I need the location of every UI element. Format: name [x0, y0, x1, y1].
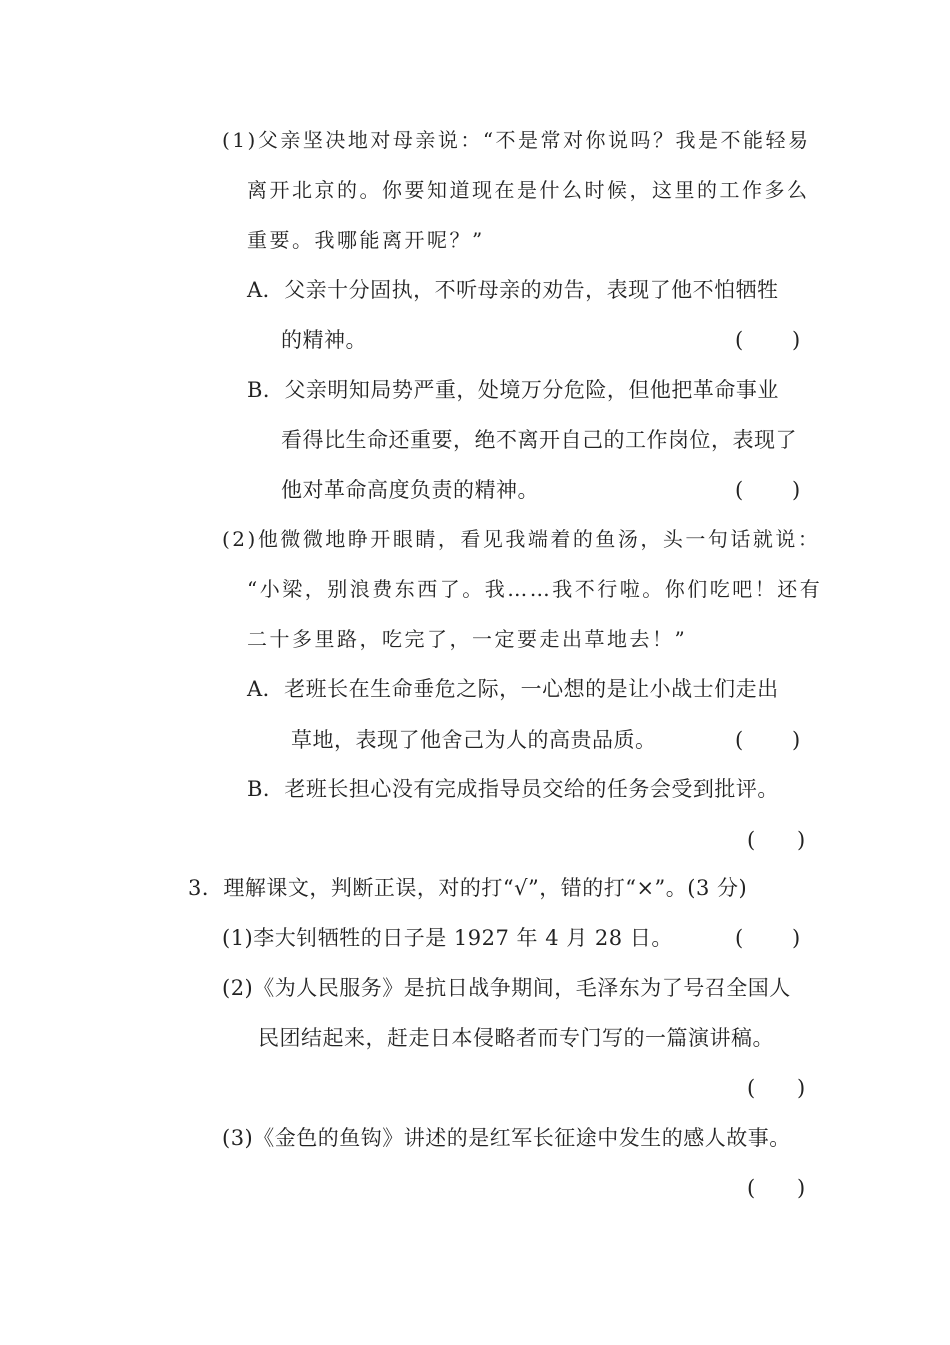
close-paren: ): [792, 926, 801, 950]
open-paren: (: [747, 828, 756, 852]
open-paren: (: [735, 926, 744, 950]
close-paren: ): [792, 728, 801, 752]
passage1-stem-line3: 重要。我哪能离开呢？”: [247, 228, 485, 252]
close-paren: ): [797, 828, 806, 852]
passage2-option-a-line1: A．老班长在生命垂危之际，一心想的是让小战士们走出: [247, 677, 779, 701]
passage1-option-a-line1: A．父亲十分固执，不听母亲的劝告，表现了他不怕牺牲: [247, 278, 779, 302]
passage1-stem-line1: (1)父亲坚决地对母亲说：“不是常对你说吗？我是不能轻易: [222, 128, 811, 152]
question3-title: 3．理解课文，判断正误，对的打“√”，错的打“×”。(3 分): [188, 876, 748, 900]
open-paren: (: [735, 478, 744, 502]
passage1-option-b-line2: 看得比生命还重要，绝不离开自己的工作岗位，表现了: [281, 428, 797, 452]
question3-item1: (1)李大钊牺牲的日子是 1927 年 4 月 28 日。: [222, 926, 673, 950]
open-paren: (: [735, 328, 744, 352]
close-paren: ): [792, 328, 801, 352]
open-paren: (: [735, 728, 744, 752]
passage2-stem-line3: 二十多里路，吃完了，一定要走出草地去！”: [247, 627, 688, 651]
open-paren: (: [747, 1176, 756, 1200]
passage2-option-a-line2: 草地，表现了他舍己为人的高贵品质。: [291, 728, 657, 752]
open-paren: (: [747, 1076, 756, 1100]
passage2-option-b-line1: B．老班长担心没有完成指导员交给的任务会受到批评。: [247, 777, 779, 801]
question3-item3: (3)《金色的鱼钩》讲述的是红军长征途中发生的感人故事。: [222, 1126, 791, 1150]
passage1-option-a-line2: 的精神。: [281, 328, 367, 352]
close-paren: ): [797, 1176, 806, 1200]
question3-item2-line1: (2)《为人民服务》是抗日战争期间，毛泽东为了号召全国人: [222, 976, 791, 1000]
close-paren: ): [792, 478, 801, 502]
passage2-stem-line1: (2)他微微地睁开眼睛，看见我端着的鱼汤，头一句话就说：: [222, 527, 821, 551]
passage2-stem-line2: “小梁，别浪费东西了。我……我不行啦。你们吃吧！还有: [247, 577, 823, 601]
passage1-option-b-line3: 他对革命高度负责的精神。: [281, 478, 539, 502]
question3-item2-line2: 民团结起来，赶走日本侵略者而专门写的一篇演讲稿。: [258, 1026, 774, 1050]
close-paren: ): [797, 1076, 806, 1100]
passage1-option-b-line1: B．父亲明知局势严重，处境万分危险，但他把革命事业: [247, 378, 779, 402]
passage1-stem-line2: 离开北京的。你要知道现在是什么时候，这里的工作多么: [247, 178, 810, 202]
